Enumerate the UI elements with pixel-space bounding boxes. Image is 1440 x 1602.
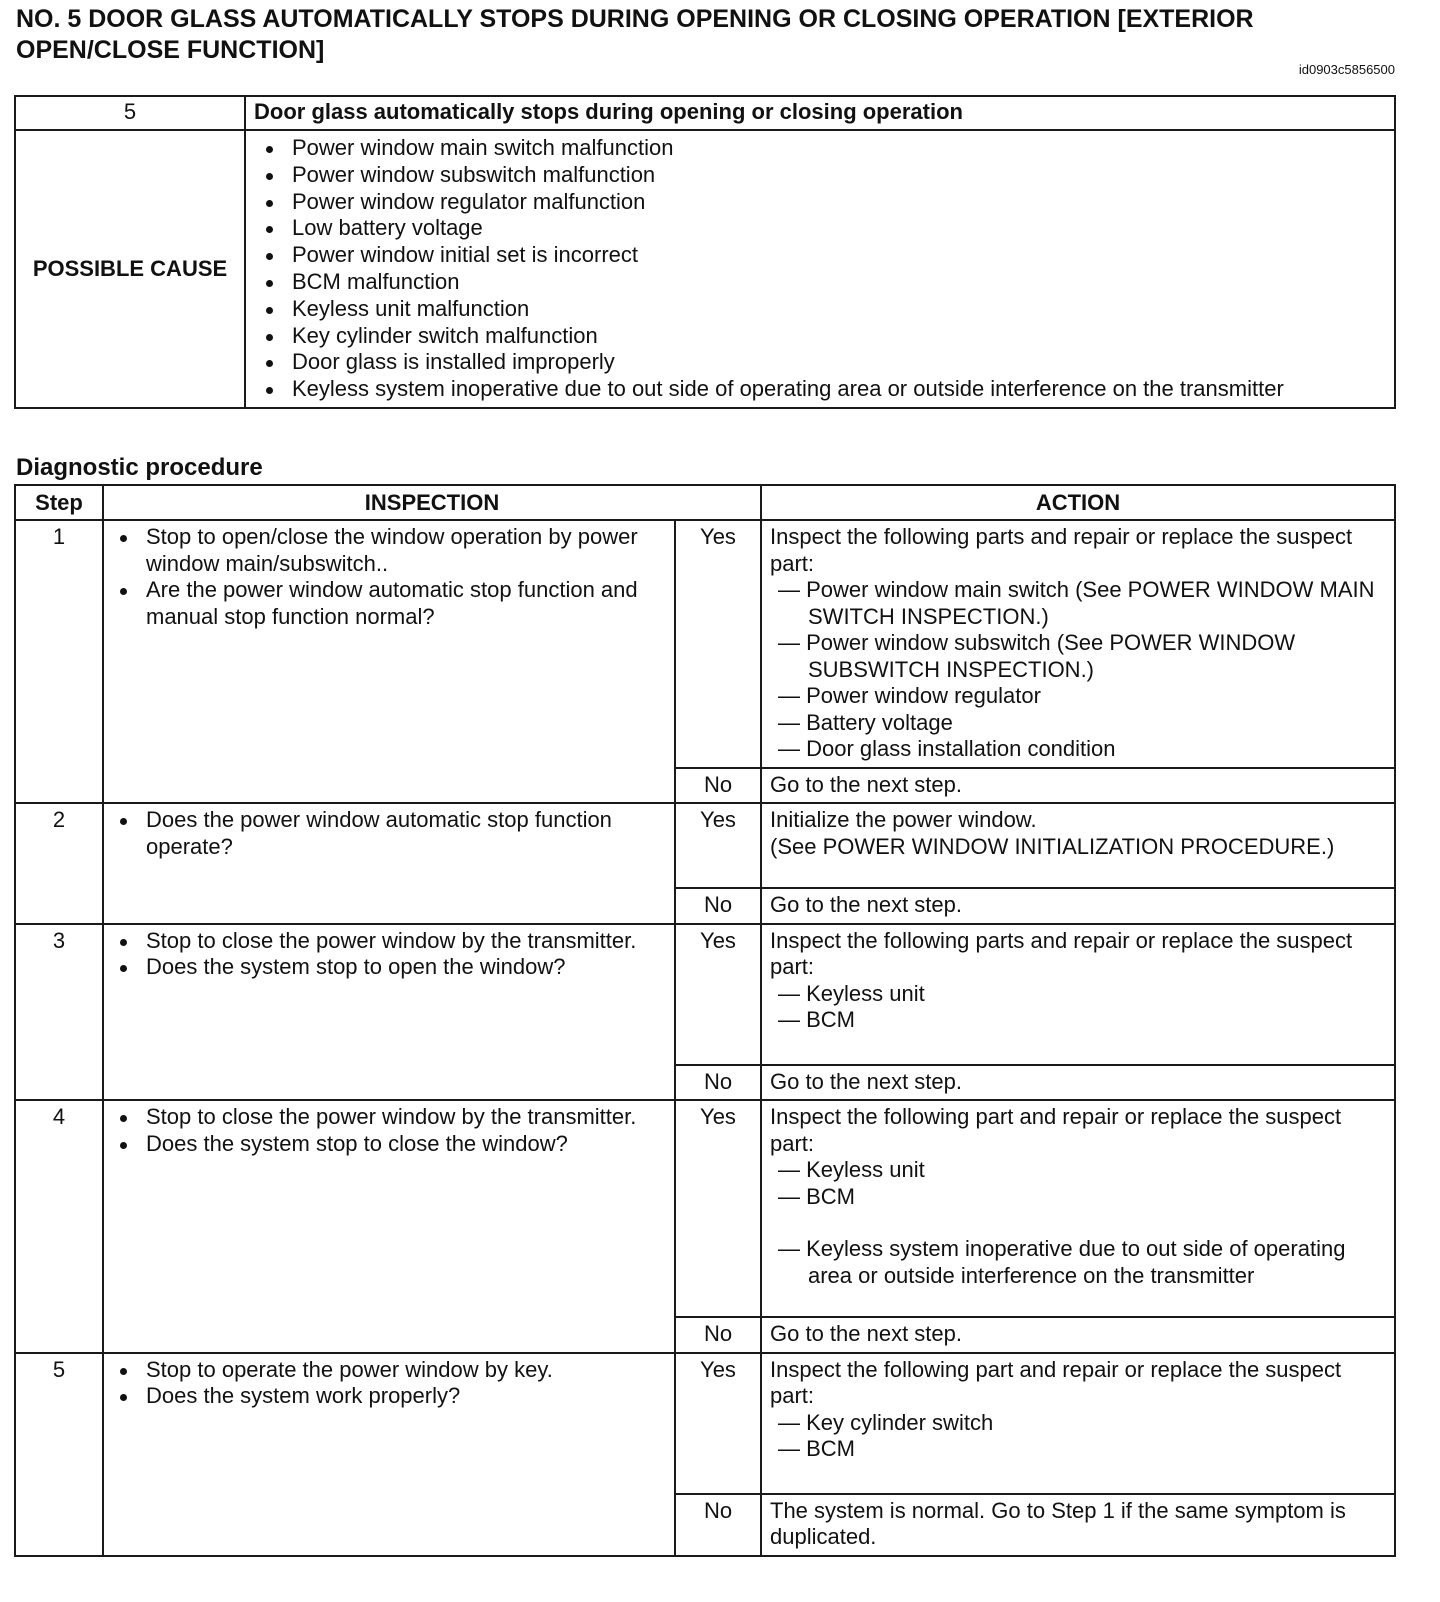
table-row	[15, 1353, 1395, 1494]
inspection-item: Does the system stop to open the window?	[116, 954, 668, 981]
no-action: Go to the next step.	[761, 768, 1395, 804]
yes-action-cell	[761, 1353, 1395, 1494]
cause-item: Power window subswitch malfunction	[262, 162, 1394, 189]
yes-action-cell	[761, 924, 1395, 1065]
action-note: (See POWER WINDOW INITIALIZATION PROCEDURE.)	[770, 833, 1335, 859]
inspection-item: Stop to close the power window by the transmitter.	[116, 928, 668, 955]
inspection-cell	[103, 1353, 675, 1556]
symptom-table	[14, 95, 1396, 409]
cause-item: Door glass is installed improperly	[262, 349, 1394, 376]
table-header-row	[15, 485, 1395, 520]
inspection-cell	[103, 520, 675, 803]
possible-cause-cell	[245, 130, 1395, 408]
no-action: Go to the next step.	[761, 1065, 1395, 1101]
action-text: Inspect the following part and repair or replace the suspect part:	[770, 1356, 1342, 1408]
cause-item: Power window initial set is incorrect	[262, 242, 1394, 269]
document-id: id0903c5856500	[1298, 62, 1395, 77]
action-item: — BCM	[778, 1007, 855, 1032]
inspection-cell	[103, 1100, 675, 1353]
yes-label: Yes	[675, 803, 761, 888]
no-label: No	[675, 1065, 761, 1101]
yes-action-cell	[761, 803, 1395, 888]
no-label: No	[675, 1494, 761, 1556]
inspection-item: Are the power window automatic stop function and manual stop function normal?	[116, 577, 668, 630]
diagnostic-heading: Diagnostic procedure	[16, 454, 263, 481]
action-text: Inspect the following parts and repair or replace the suspect part:	[770, 524, 1353, 576]
inspection-cell	[103, 803, 675, 924]
cause-item: Power window main switch malfunction	[262, 135, 1394, 162]
table-row	[15, 1100, 1395, 1317]
cause-item: Keyless unit malfunction	[262, 296, 1394, 323]
cause-item: Power window regulator malfunction	[262, 189, 1394, 216]
step-number: 2	[15, 803, 103, 924]
action-item: — Keyless unit	[778, 980, 925, 1006]
action-text: Initialize the power window.	[770, 807, 1037, 832]
inspection-item: Stop to operate the power window by key.	[116, 1357, 668, 1384]
symptom-description: Door glass automatically stops during opening or closing operation	[245, 96, 1395, 130]
no-label: No	[675, 1317, 761, 1353]
yes-label: Yes	[675, 1100, 761, 1317]
symptom-number: 5	[15, 96, 245, 130]
action-item: — Power window subswitch (See POWER WINDOW SUBSWITCH INSPECTION.)	[778, 630, 1296, 682]
action-item: — Key cylinder switch	[778, 1409, 994, 1435]
diagnostic-table	[14, 484, 1396, 1557]
inspection-item: Does the system work properly?	[116, 1383, 668, 1410]
action-item: — Power window main switch (See POWER WINDOW MAIN SWITCH INSPECTION.)	[778, 577, 1375, 629]
table-row	[15, 803, 1395, 888]
cause-item: Low battery voltage	[262, 215, 1394, 242]
cause-item: BCM malfunction	[262, 269, 1394, 296]
yes-label: Yes	[675, 520, 761, 768]
no-label: No	[675, 888, 761, 924]
no-action: The system is normal. Go to Step 1 if the same symptom is duplicated.	[761, 1494, 1395, 1556]
action-item: — Keyless system inoperative due to out side of operating area or outside interference on the transmitter	[778, 1236, 1346, 1288]
no-action: Go to the next step.	[761, 888, 1395, 924]
yes-label: Yes	[675, 924, 761, 1065]
table-row	[15, 924, 1395, 1065]
possible-cause-list	[246, 131, 1394, 407]
cause-item: Key cylinder switch malfunction	[262, 323, 1394, 350]
header-action: ACTION	[761, 485, 1395, 520]
no-action: Go to the next step.	[761, 1317, 1395, 1353]
action-item: — Power window regulator	[778, 683, 1041, 708]
possible-cause-label: POSSIBLE CAUSE	[15, 130, 245, 408]
step-number: 4	[15, 1100, 103, 1353]
no-label: No	[675, 768, 761, 804]
action-item: — Battery voltage	[778, 709, 953, 735]
step-number: 3	[15, 924, 103, 1101]
action-item: — Keyless unit	[778, 1157, 925, 1182]
inspection-item: Does the power window automatic stop function operate?	[116, 807, 668, 860]
yes-action-cell	[761, 520, 1395, 768]
action-text: Inspect the following parts and repair or replace the suspect part:	[770, 927, 1353, 979]
inspection-item: Stop to open/close the window operation by power window main/subswitch..	[116, 524, 668, 577]
header-inspection: INSPECTION	[103, 485, 761, 520]
header-step: Step	[15, 485, 103, 520]
step-number: 1	[15, 520, 103, 803]
action-item: — BCM	[778, 1436, 855, 1461]
yes-label: Yes	[675, 1353, 761, 1494]
table-row	[15, 520, 1395, 768]
inspection-cell	[103, 924, 675, 1101]
inspection-item: Stop to close the power window by the transmitter.	[116, 1104, 668, 1131]
action-text: Inspect the following part and repair or replace the suspect part:	[770, 1104, 1342, 1156]
action-item: — Door glass installation condition	[778, 736, 1116, 761]
inspection-item: Does the system stop to close the window?	[116, 1131, 668, 1158]
yes-action-cell	[761, 1100, 1395, 1317]
step-number: 5	[15, 1353, 103, 1556]
cause-item: Keyless system inoperative due to out side of operating area or outside interference on the transmitter	[262, 376, 1394, 403]
page-title: NO. 5 DOOR GLASS AUTOMATICALLY STOPS DURING OPENING OR CLOSING OPERATION [EXTERIOR OPEN/CLOSE FUNCTION]	[16, 5, 1254, 64]
action-item: — BCM	[778, 1183, 855, 1209]
